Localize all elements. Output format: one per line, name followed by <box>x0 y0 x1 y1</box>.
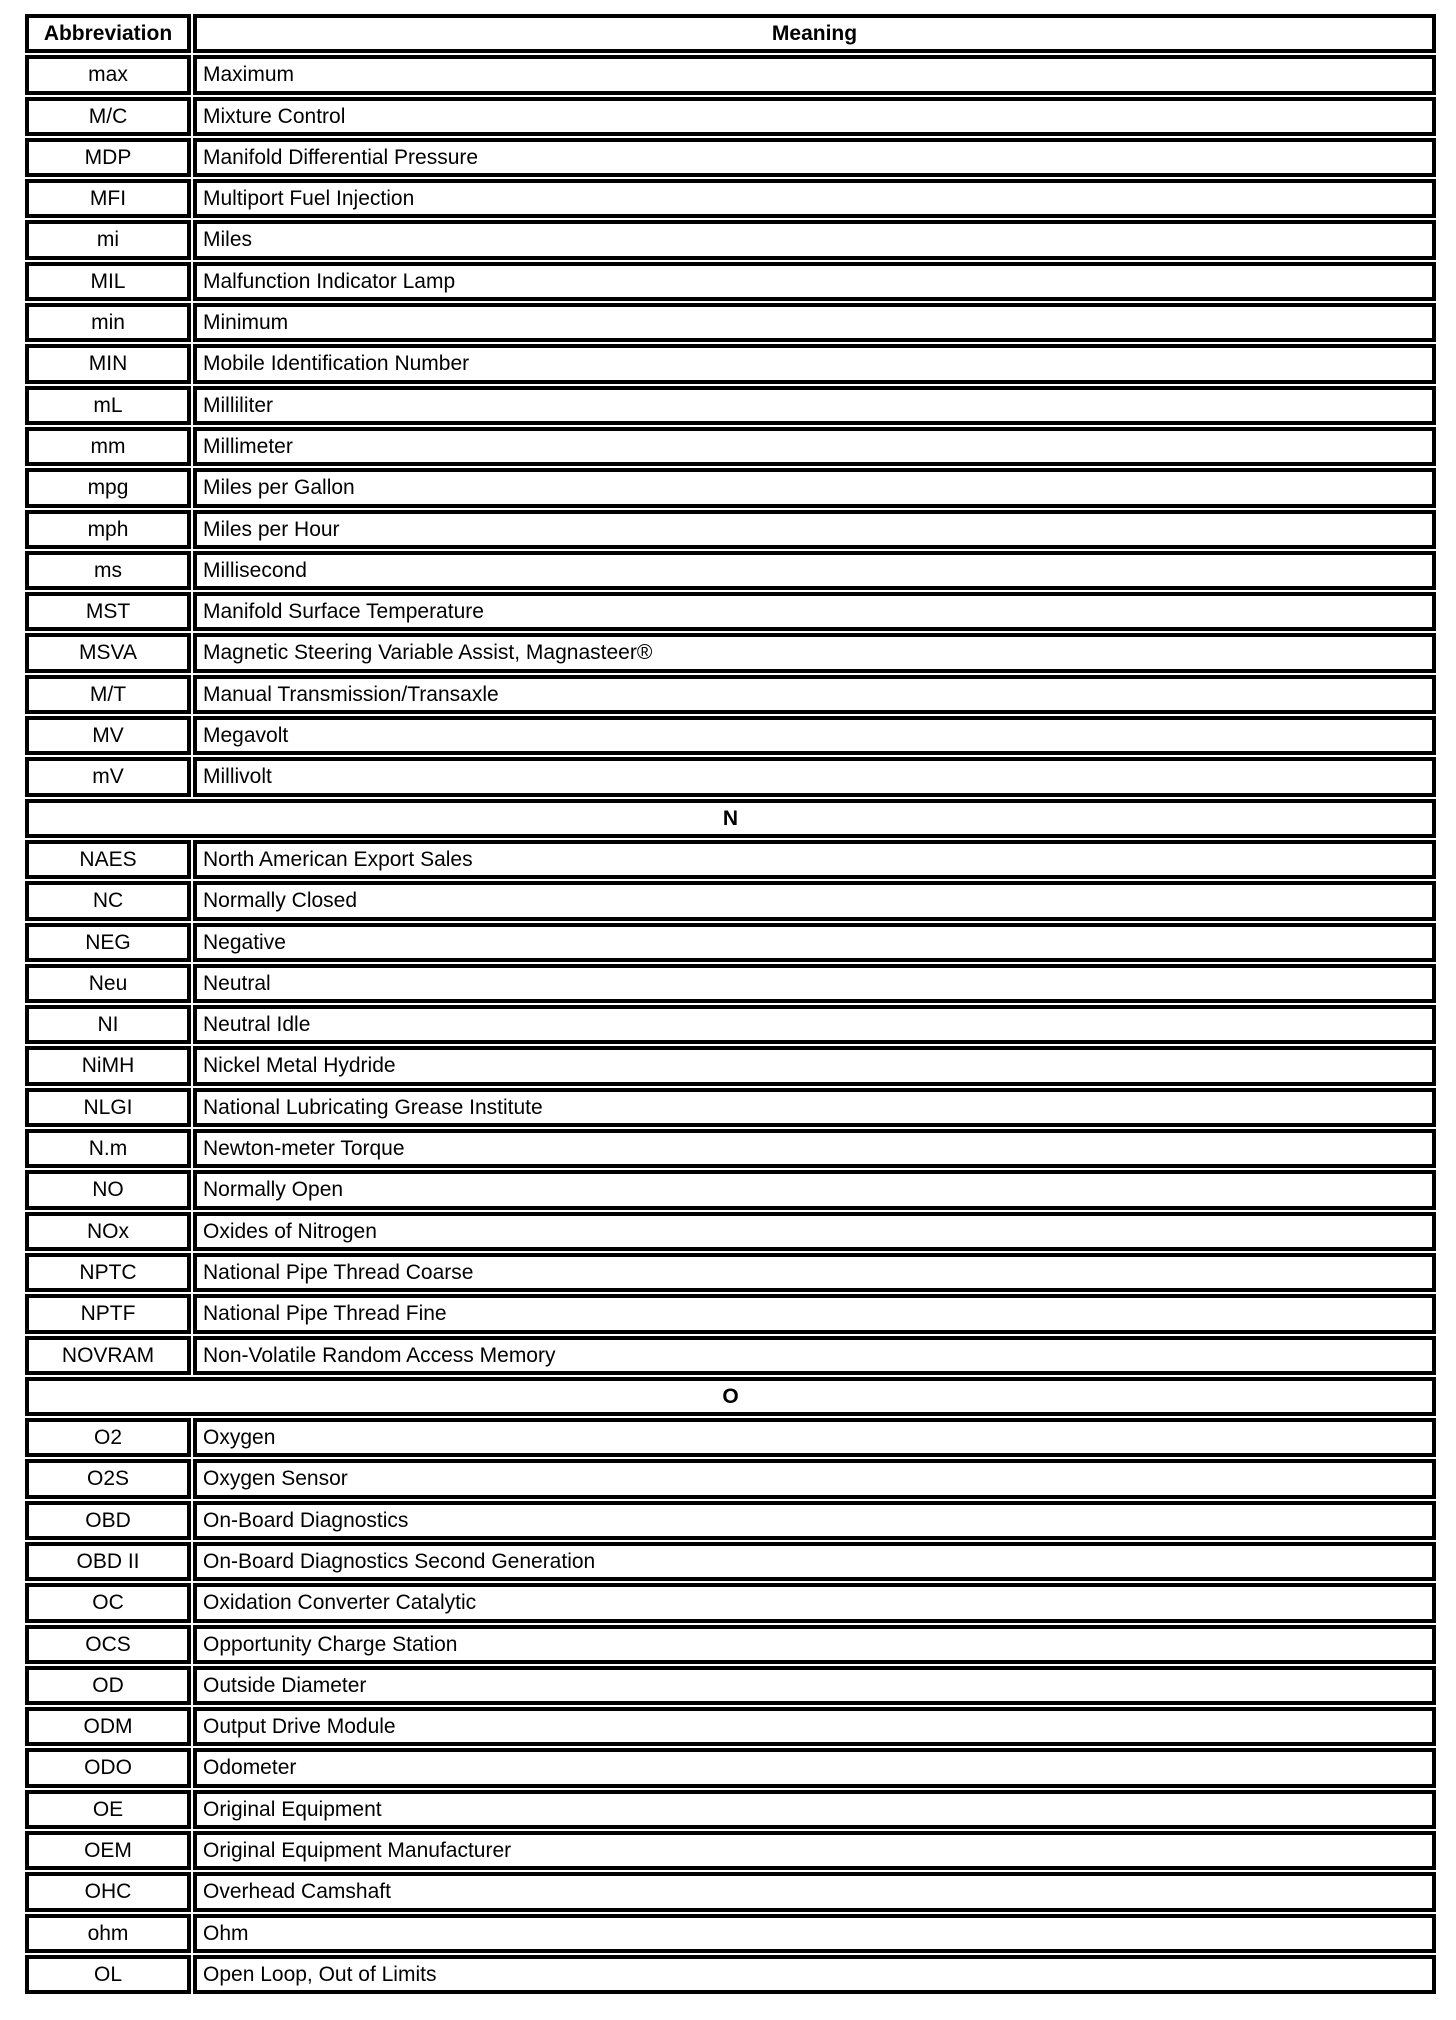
meaning-cell: Original Equipment <box>193 1790 1436 1829</box>
meaning-cell: Millimeter <box>193 427 1436 466</box>
abbreviation-cell: mpg <box>25 468 191 507</box>
meaning-cell: Negative <box>193 923 1436 962</box>
meaning-cell: Non-Volatile Random Access Memory <box>193 1336 1436 1375</box>
abbreviation-cell: mV <box>25 757 191 796</box>
abbreviation-cell: ohm <box>25 1914 191 1953</box>
meaning-cell: Minimum <box>193 303 1436 342</box>
meaning-cell: Multiport Fuel Injection <box>193 179 1436 218</box>
meaning-cell: Millisecond <box>193 551 1436 590</box>
table-row <box>25 1501 1436 1540</box>
table-row <box>25 881 1436 920</box>
abbreviation-cell: MIN <box>25 344 191 383</box>
table-row <box>25 303 1436 342</box>
meaning-cell: Normally Open <box>193 1170 1436 1209</box>
meaning-column-header: Meaning <box>193 14 1436 53</box>
meaning-cell: National Pipe Thread Fine <box>193 1294 1436 1333</box>
abbreviation-cell: mi <box>25 220 191 259</box>
meaning-cell: Newton-meter Torque <box>193 1129 1436 1168</box>
meaning-cell: On-Board Diagnostics <box>193 1501 1436 1540</box>
abbreviation-cell: MDP <box>25 138 191 177</box>
table-row <box>25 344 1436 383</box>
meaning-cell: Original Equipment Manufacturer <box>193 1831 1436 1870</box>
table-row <box>25 633 1436 672</box>
abbreviation-cell: NLGI <box>25 1088 191 1127</box>
abbreviation-cell: NEG <box>25 923 191 962</box>
table-row <box>25 1129 1436 1168</box>
table-row <box>25 1790 1436 1829</box>
table-row <box>25 468 1436 507</box>
abbreviation-cell: M/C <box>25 97 191 136</box>
abbreviation-cell: NO <box>25 1170 191 1209</box>
table-row <box>25 1583 1436 1622</box>
table-row <box>25 840 1436 879</box>
meaning-cell: Ohm <box>193 1914 1436 1953</box>
meaning-cell: Milliliter <box>193 386 1436 425</box>
meaning-cell: Manual Transmission/Transaxle <box>193 675 1436 714</box>
table-row <box>25 923 1436 962</box>
meaning-cell: Maximum <box>193 55 1436 94</box>
table-row <box>25 1542 1436 1581</box>
meaning-cell: Mobile Identification Number <box>193 344 1436 383</box>
abbreviation-cell: MST <box>25 592 191 631</box>
meaning-cell: Overhead Camshaft <box>193 1872 1436 1911</box>
abbreviation-cell: M/T <box>25 675 191 714</box>
meaning-cell: Miles per Gallon <box>193 468 1436 507</box>
table-row <box>25 1336 1436 1375</box>
table-row <box>25 262 1436 301</box>
meaning-cell: Oxygen Sensor <box>193 1459 1436 1498</box>
abbreviation-cell: O2 <box>25 1418 191 1457</box>
section-letter: O <box>25 1377 1436 1416</box>
meaning-cell: Output Drive Module <box>193 1707 1436 1746</box>
abbreviation-table <box>25 14 1436 1996</box>
abbreviation-cell: NOx <box>25 1212 191 1251</box>
table-row <box>25 1005 1436 1044</box>
meaning-cell: Miles per Hour <box>193 510 1436 549</box>
abbreviation-cell: NiMH <box>25 1046 191 1085</box>
meaning-cell: Oxidation Converter Catalytic <box>193 1583 1436 1622</box>
abbreviation-cell: mm <box>25 427 191 466</box>
table-row <box>25 427 1436 466</box>
table-row <box>25 386 1436 425</box>
abbreviation-column-header: Abbreviation <box>25 14 191 53</box>
abbreviation-cell: N.m <box>25 1129 191 1168</box>
table-row <box>25 716 1436 755</box>
table-row <box>25 1418 1436 1457</box>
abbreviation-cell: OL <box>25 1955 191 1994</box>
abbreviation-cell: mL <box>25 386 191 425</box>
table-row <box>25 1459 1436 1498</box>
abbreviation-cell: OD <box>25 1666 191 1705</box>
table-row <box>25 1831 1436 1870</box>
section-letter: N <box>25 799 1436 838</box>
table-row <box>25 1088 1436 1127</box>
abbreviation-cell: NAES <box>25 840 191 879</box>
meaning-cell: Manifold Surface Temperature <box>193 592 1436 631</box>
meaning-cell: Millivolt <box>193 757 1436 796</box>
table-row <box>25 97 1436 136</box>
table-row <box>25 1872 1436 1911</box>
meaning-cell: Nickel Metal Hydride <box>193 1046 1436 1085</box>
abbreviation-cell: OBD <box>25 1501 191 1540</box>
abbreviation-cell: OCS <box>25 1625 191 1664</box>
meaning-cell: Normally Closed <box>193 881 1436 920</box>
table-row <box>25 220 1436 259</box>
table-row <box>25 179 1436 218</box>
abbreviation-cell: MIL <box>25 262 191 301</box>
meaning-cell: Outside Diameter <box>193 1666 1436 1705</box>
table-row <box>25 757 1436 796</box>
table-row <box>25 592 1436 631</box>
table-row <box>25 510 1436 549</box>
abbreviation-cell: NPTC <box>25 1253 191 1292</box>
abbreviation-cell: MSVA <box>25 633 191 672</box>
abbreviation-cell: OEM <box>25 1831 191 1870</box>
table-row <box>25 138 1436 177</box>
section-header-row-n <box>25 799 1436 838</box>
abbreviation-cell: ODO <box>25 1748 191 1787</box>
table-header-row <box>25 14 1436 53</box>
table-row <box>25 964 1436 1003</box>
abbreviation-cell: OE <box>25 1790 191 1829</box>
meaning-cell: Neutral Idle <box>193 1005 1436 1044</box>
meaning-cell: National Pipe Thread Coarse <box>193 1253 1436 1292</box>
table-row <box>25 1707 1436 1746</box>
table-row <box>25 551 1436 590</box>
abbreviation-cell: OBD II <box>25 1542 191 1581</box>
abbreviation-cell: MV <box>25 716 191 755</box>
meaning-cell: Oxides of Nitrogen <box>193 1212 1436 1251</box>
meaning-cell: Oxygen <box>193 1418 1436 1457</box>
abbreviation-cell: max <box>25 55 191 94</box>
table-row <box>25 1170 1436 1209</box>
abbreviation-cell: NOVRAM <box>25 1336 191 1375</box>
abbreviation-cell: NC <box>25 881 191 920</box>
abbreviation-cell: OC <box>25 1583 191 1622</box>
table-row <box>25 675 1436 714</box>
abbreviation-cell: O2S <box>25 1459 191 1498</box>
abbreviation-cell: min <box>25 303 191 342</box>
abbreviation-cell: OHC <box>25 1872 191 1911</box>
meaning-cell: National Lubricating Grease Institute <box>193 1088 1436 1127</box>
abbreviation-cell: MFI <box>25 179 191 218</box>
abbreviation-cell: ms <box>25 551 191 590</box>
table-row <box>25 1914 1436 1953</box>
abbreviation-cell: ODM <box>25 1707 191 1746</box>
abbreviation-cell: mph <box>25 510 191 549</box>
table-row <box>25 1212 1436 1251</box>
meaning-cell: Odometer <box>193 1748 1436 1787</box>
table-row <box>25 1046 1436 1085</box>
meaning-cell: Manifold Differential Pressure <box>193 138 1436 177</box>
table-row <box>25 1294 1436 1333</box>
meaning-cell: Open Loop, Out of Limits <box>193 1955 1436 1994</box>
meaning-cell: Neutral <box>193 964 1436 1003</box>
abbreviation-cell: NI <box>25 1005 191 1044</box>
table-row <box>25 1748 1436 1787</box>
meaning-cell: Malfunction Indicator Lamp <box>193 262 1436 301</box>
meaning-cell: Megavolt <box>193 716 1436 755</box>
meaning-cell: Opportunity Charge Station <box>193 1625 1436 1664</box>
abbreviation-cell: Neu <box>25 964 191 1003</box>
abbreviation-cell: NPTF <box>25 1294 191 1333</box>
section-header-row-o <box>25 1377 1436 1416</box>
table-row <box>25 1625 1436 1664</box>
meaning-cell: Mixture Control <box>193 97 1436 136</box>
meaning-cell: Miles <box>193 220 1436 259</box>
meaning-cell: North American Export Sales <box>193 840 1436 879</box>
meaning-cell: On-Board Diagnostics Second Generation <box>193 1542 1436 1581</box>
table-row <box>25 1955 1436 1994</box>
table-row <box>25 1666 1436 1705</box>
meaning-cell: Magnetic Steering Variable Assist, Magnasteer® <box>193 633 1436 672</box>
table-row <box>25 1253 1436 1292</box>
table-row <box>25 55 1436 94</box>
